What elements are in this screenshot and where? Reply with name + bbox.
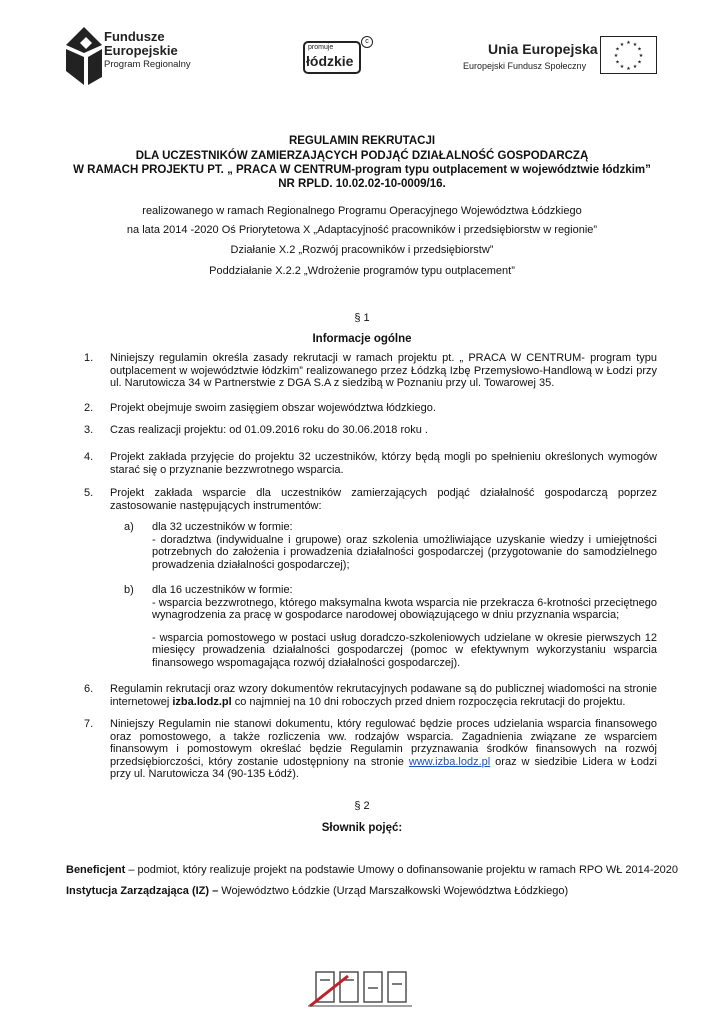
project-number: NR RPLD. 10.02.02-10-0009/16. — [278, 178, 446, 190]
item4-number: 4. — [84, 451, 94, 463]
definition-beneficjent — [66, 864, 686, 877]
svg-text:★: ★ — [619, 42, 625, 48]
fundusze-europejskie-text — [104, 30, 191, 72]
svg-text:★: ★ — [637, 46, 642, 53]
svg-text:★: ★ — [637, 59, 642, 66]
section2-symbol: § 2 — [354, 800, 370, 812]
fe-line2: Europejskie — [104, 43, 178, 58]
priority-axis-line: na lata 2014 -2020 Oś Priorytetowa X „Adaptacyjność pracowników i przedsiębiorstw w regionie” — [126, 224, 598, 236]
item5-number: 5. — [84, 487, 94, 499]
item7-text — [110, 718, 657, 781]
item3-number: 3. — [84, 424, 94, 436]
item6-post: co najmniej na 10 dni roboczych przed dniem rozpoczęcia rekrutacji do projektu. — [231, 695, 626, 708]
item4-text: Projekt zakłada przyjęcie do projektu 32 uczestników, którzy będą mogli po spełnieniu określonych wymogów starać się o przyznanie bezzwrotnego wsparcia. — [110, 451, 657, 476]
sub-b-text2: - wsparcia pomostowego w postaci usług doradczo-szkoleniowych udzielane w okresie pierwszych 12 miesięcy prowadzenia działalności gospodarczej (pomoc w efektywnym wykorzystaniu wsparcia finansowego wspomagająca rozwój działalności gospodarczej). — [152, 631, 657, 669]
item5-text: Projekt zakłada wsparcie dla uczestników zamierzających podjąć działalność gospodarczą poprzez zastosowanie następujących instrumentów: — [110, 487, 657, 512]
sub-b-text1: - wsparcia bezzwrotnego, którego maksymalna kwota wsparcia nie przekracza 6-krotności przeciętnego wynagrodzenia za pracę w gospodarce narodowej obowiązującego w dniu przyznania wsparcia; — [152, 596, 658, 621]
def2-term: Instytucja Zarządzająca (IZ) – — [66, 885, 219, 897]
def2-text: Województwo Łódzkie (Urząd Marszałkowski Województwa Łódzkiego) — [218, 885, 569, 897]
svg-text:★: ★ — [632, 42, 638, 48]
svg-text:★: ★ — [626, 40, 631, 46]
item2-number: 2. — [84, 402, 94, 414]
item3-text: Czas realizacji projektu: od 01.09.2016 roku do 30.06.2018 roku . — [110, 424, 428, 436]
sub-a-line1: dla 32 uczestników w formie: — [152, 521, 293, 533]
svg-text:★: ★ — [626, 66, 631, 72]
svg-text:★: ★ — [619, 64, 625, 70]
item7-pre: Niniejszy Regulamin nie stanowi dokumentu, który regulować będzie proces udzielania wsparcia finansowego oraz pomostowego, a także rozliczenia ww. rodzajów wsparcia. Zagadnienia związane ze wsparciem finansowym i pomostowym określać będzie Regulamin przyznawania środków finansowych na rozwój przedsiębiorczości, który zostanie udostępniony na stronie — [110, 718, 657, 768]
sub-b-content — [152, 584, 657, 669]
svg-text:★: ★ — [613, 53, 619, 59]
ue-title: Unia Europejska — [488, 41, 598, 57]
svg-text:★: ★ — [632, 64, 638, 70]
ue-subtitle: Europejski Fundusz Społeczny — [463, 61, 587, 71]
item2-text: Projekt obejmuje swoim zasięgiem obszar województwa łódzkiego. — [110, 402, 436, 414]
registered-mark-icon: c — [361, 36, 373, 48]
sub-a-content — [152, 521, 657, 571]
item6-number: 6. — [84, 683, 94, 695]
section1-symbol: § 1 — [354, 312, 370, 324]
sub-b-label: b) — [124, 584, 134, 596]
svg-text:★: ★ — [638, 53, 644, 59]
item1-text: Niniejszy regulamin określa zasady rekrutacji w ramach projektu pt. „ PRACA W CENTRUM- program typu outplacement w województwie łódzkim” realizowanego przez Łódzką Izbę Przemysłowo-Handlową w Łodzi przy ul. Narutowicza 34 w Partnerstwie z DGA S.A z siedzibą w Poznaniu przy ul. Towarowej 35. — [110, 352, 657, 389]
document-title-line2: DLA UCZESTNIKÓW ZAMIERZAJĄCYCH PODJĄĆ DZIAŁALNOŚĆ GOSPODARCZĄ — [135, 150, 589, 162]
fe-line3: Program Regionalny — [104, 59, 191, 70]
svg-text:★: ★ — [615, 46, 620, 53]
def1-text: – podmiot, który realizuje projekt na podstawie Umowy o dofinansowanie projektu w ramach RPO WŁ 2014-2020 — [125, 864, 679, 876]
sub-a-label: a) — [124, 521, 134, 533]
item1-number: 1. — [84, 352, 94, 364]
lodz-name-text: łódzkie — [306, 53, 354, 69]
eu-flag-icon — [600, 36, 657, 74]
svg-text:★: ★ — [615, 59, 620, 66]
item7-number: 7. — [84, 718, 94, 730]
document-title: REGULAMIN REKRUTACJI — [288, 135, 436, 147]
item6-pre: Regulamin rekrutacji oraz wzory dokumentów rekrutacyjnych podawane są do publicznej wiadomości na stronie internetowej — [110, 683, 657, 708]
subaction-line: Poddziałanie X.2.2 „Wdrożenie programów typu outplacement” — [209, 265, 515, 277]
program-line: realizowanego w ramach Regionalnego Programu Operacyjnego Województwa Łódzkiego — [142, 205, 582, 217]
fe-line1: Fundusze — [104, 29, 165, 44]
sub-b-line1: dla 16 uczestników w formie: — [152, 584, 293, 596]
section2-title: Słownik pojęć: — [321, 822, 403, 834]
item6-text — [110, 683, 657, 708]
izba-website-link[interactable]: www.izba.lodz.pl — [408, 755, 491, 768]
section1-title: Informacje ogólne — [312, 333, 412, 345]
sub-a-text: - doradztwa (indywidualne i grupowe) oraz szkolenia umożliwiające uzyskanie wiedzy i umiejętności potrzebnych do założenia i prowadzenia działalności gospodarczej (przygotowanie do samodzielnego prowadzenia działalności gospodarczej); — [152, 533, 657, 571]
definition-iz — [66, 885, 686, 898]
item7-post: oraz w siedzibie Lidera w Łodzi przy ul. Narutowicza 34 (90-135 Łódź). — [110, 755, 657, 780]
def1-term: Beneficjent — [66, 864, 126, 876]
lodz-promuje-text: promuje — [308, 44, 334, 51]
item6-website: izba.lodz.pl — [172, 695, 232, 708]
action-line: Działanie X.2 „Rozwój pracowników i przedsiębiorstw” — [230, 244, 494, 256]
document-title-line3: W RAMACH PROJEKTU PT. „ PRACA W CENTRUM-program typu outplacement w województwie łódzkim” — [73, 164, 651, 176]
izba-footer-logo — [308, 968, 418, 1008]
